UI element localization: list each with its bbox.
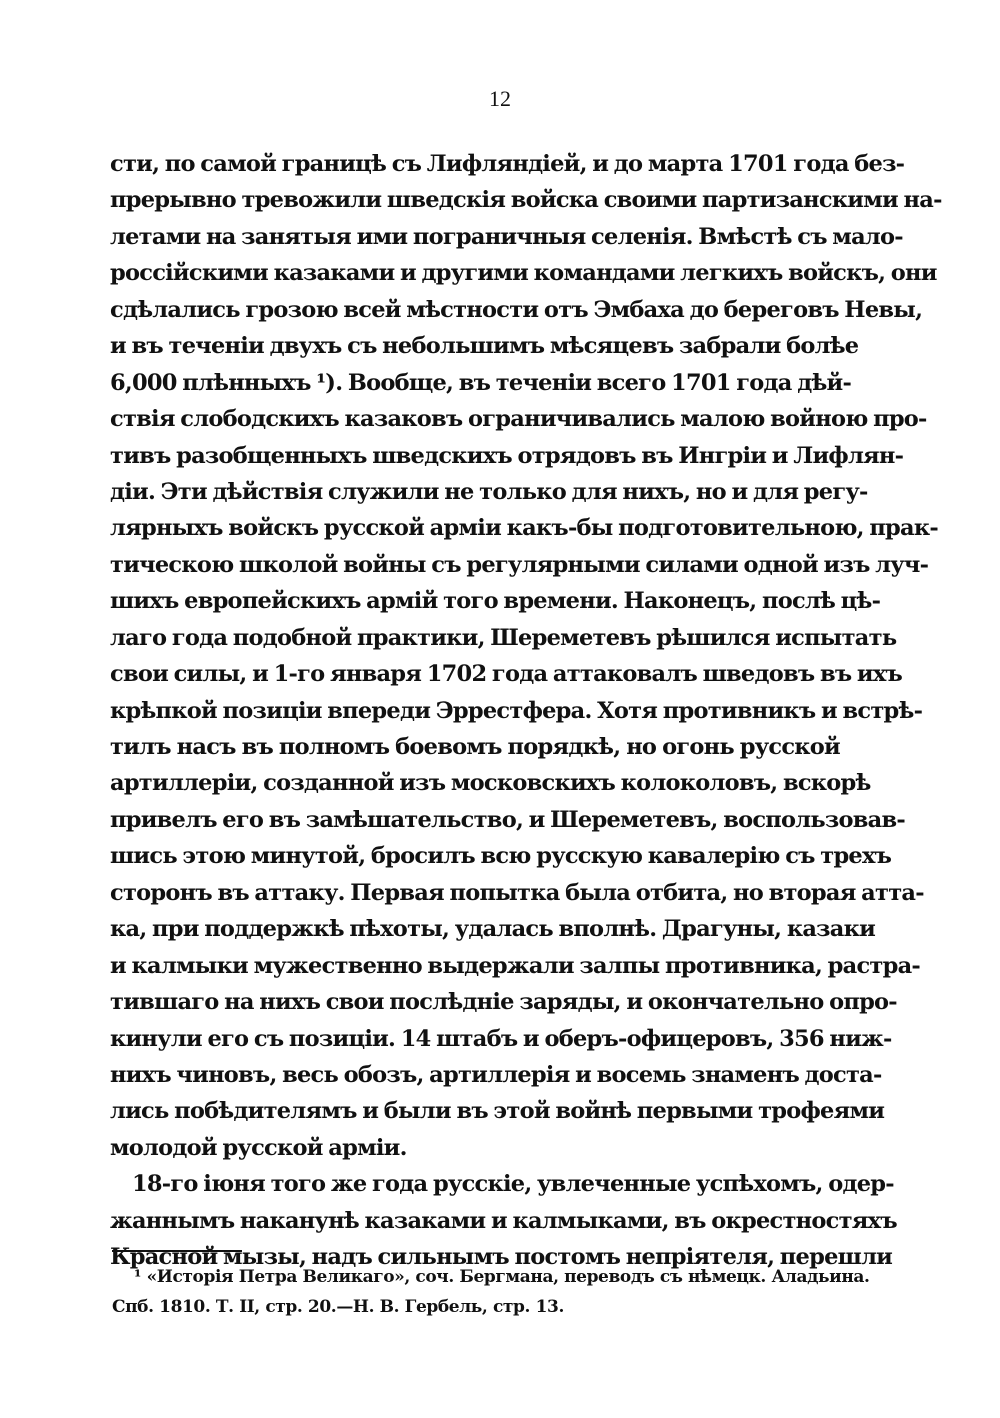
text-line: діи. Эти дѣйствія служили не только для нихъ, но и для регу- [110,478,868,505]
text-line: сти, по самой границѣ съ Лифляндіей, и до марта 1701 года без- [110,151,905,177]
text-line: шихъ европейскихъ армій того времени. Наконецъ, послѣ цѣ- [110,588,881,615]
footnote-divider [112,1250,242,1252]
text-line: молодой русской арміи. [110,1134,407,1161]
footnotes [112,1262,870,1322]
text-line: летами на занятыя ими пограничныя селенія. Вмѣстѣ съ мало- [110,223,903,250]
main-text [110,146,942,1276]
text-line: кинули его съ позиціи. 14 штабъ и оберъ-офицеровъ, 356 ниж- [110,1025,892,1052]
page-number: 12 [489,86,511,111]
text-line: ка, при поддержкѣ пѣхоты, удалась вполнѣ. Драгуны, казаки [110,916,876,943]
text-line: свои силы, и 1-го января 1702 года аттаковалъ шведовъ въ ихъ [110,661,903,688]
text-line: сторонъ въ аттаку. Первая попытка была отбита, но вторая атта- [110,879,924,906]
text-line: тившаго на нихъ свои послѣдніе заряды, и окончательно опро- [110,989,897,1016]
text-line: россійскими казаками и другими командами легкихъ войскъ, они [110,260,937,287]
text-line: артиллеріи, созданной изъ московскихъ колоколовъ, вскорѣ [110,770,871,797]
text-line: нихъ чиновъ, весь обозъ, артиллерія и восемь знаменъ доста- [110,1061,882,1088]
text-line: ствія слободскихъ казаковъ ограничивались малою войною про- [110,406,927,433]
text-line: привелъ его въ замѣшательство, и Шереметевъ, воспользовав- [110,806,905,833]
text-line: и калмыки мужественно выдержали залпы противника, растра- [110,952,920,979]
text-line: тивъ разобщенныхъ шведскихъ отрядовъ въ Ингріи и Лифлян- [110,442,904,469]
text-line: тилъ насъ въ полномъ боевомъ порядкѣ, но огонь русской [110,734,840,760]
text-line: Красной мызы, надъ сильнымъ постомъ непріятеля, перешли [110,1244,893,1271]
text-line: лярныхъ войскъ русской арміи какъ-бы подготовительною, прак- [110,515,938,542]
text-line: 18-го іюня того же года русскіе, увлеченные успѣхомъ, одер- [132,1171,894,1198]
text-line: лись побѣдителямъ и были въ этой войнѣ первыми трофеями [110,1098,885,1125]
text-line: тическою школой войны съ регулярными силами одной изъ луч- [110,551,929,578]
text-line: жаннымъ наканунѣ казаками и калмыками, въ окрестностяхъ [110,1207,897,1234]
text-line: крѣпкой позиціи впереди Эррестфера. Хотя противникъ и встрѣ- [110,697,923,724]
text-line: прерывно тревожили шведскія войска своими партизанскими на- [110,187,942,214]
text-line: сдѣлались грозою всей мѣстности отъ Эмбаха до береговъ Невы, [110,296,923,323]
text-line: шись этою минутой, бросилъ всю русскую кавалерію съ трехъ [110,843,892,870]
footnote-line: ¹ «Исторія Петра Великаго», соч. Бергмана, переводъ съ нѣмецк. Аладьина. [134,1267,870,1287]
text-line: и въ теченіи двухъ съ небольшимъ мѣсяцевъ забрали болѣе [110,333,859,360]
text-line: 6,000 плѣнныхъ ¹). Вообще, въ теченіи всего 1701 года дѣй- [110,369,852,396]
footnote-line: Спб. 1810. Т. II, стр. 20.—Н. В. Гербель, стр. 13. [112,1297,564,1317]
text-line: лаго года подобной практики, Шереметевъ рѣшился испытать [110,624,897,651]
